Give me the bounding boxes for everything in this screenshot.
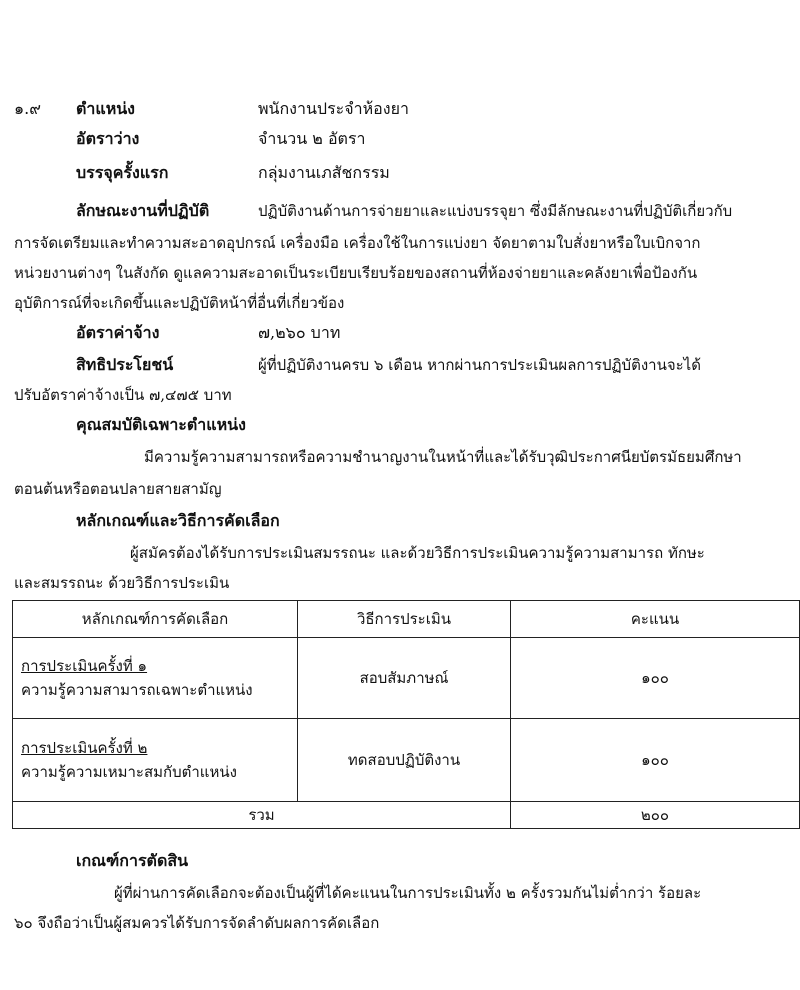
job-nature-line-4: อุบัติการณ์ที่จะเกิดขึ้นและปฏิบัติหน้าที่อื่นที่เกี่ยวข้อง [14, 294, 345, 312]
table-row [13, 638, 800, 719]
table-total-score: ๒๐๐ [511, 802, 800, 829]
position-label: ตำแหน่ง [76, 99, 135, 118]
qualifications-line-1: มีความรู้ความสามารถหรือความชำนาญงานในหน้าที่และได้รับวุฒิประกาศนียบัตรมัธยมศึกษา [144, 448, 742, 466]
table-header-criterion: หลักเกณฑ์การคัดเลือก [13, 601, 298, 638]
table-cell-method: สอบสัมภาษณ์ [298, 638, 511, 719]
table-cell-criterion [13, 638, 298, 719]
decision-heading: เกณฑ์การตัดสิน [76, 851, 189, 870]
first-posting-label: บรรจุครั้งแรก [76, 163, 169, 182]
qualifications-line-2: ตอนต้นหรือตอนปลายสายสามัญ [14, 480, 222, 498]
job-nature-label: ลักษณะงานที่ปฏิบัติ [76, 201, 210, 220]
table-header-score: คะแนน [511, 601, 800, 638]
selection-criteria-table [12, 600, 800, 829]
round-label: การประเมินครั้งที่ ๒ [21, 739, 148, 757]
decision-line-1: ผู้ที่ผ่านการคัดเลือกจะต้องเป็นผู้ที่ได้คะแนนในการประเมินทั้ง ๒ ครั้งรวมกันไม่ต่ำกว่า ร้อยละ [114, 884, 702, 902]
benefits-line-1: ผู้ที่ปฏิบัติงานครบ ๖ เดือน หากผ่านการประเมินผลการปฏิบัติงานจะได้ [258, 356, 701, 374]
table-total-label: รวม [13, 802, 511, 829]
job-nature-line-1: ปฏิบัติงานด้านการจ่ายยาและแบ่งบรรจุยา ซึ่งมีลักษณะงานที่ปฏิบัติเกี่ยวกับ [258, 202, 733, 220]
vacancy-label: อัตราว่าง [76, 129, 140, 148]
qualifications-heading: คุณสมบัติเฉพาะตำแหน่ง [76, 415, 246, 434]
selection-heading: หลักเกณฑ์และวิธีการคัดเลือก [76, 511, 280, 530]
job-nature-line-3: หน่วยงานต่างๆ ในสังกัด ดูแลความสะอาดเป็นระเบียบเรียบร้อยของสถานที่ห้องจ่ายยาและคลังยาเพื่อป้องกัน [14, 264, 698, 282]
position-value: พนักงานประจำห้องยา [258, 99, 409, 118]
decision-line-2: ๖๐ จึงถือว่าเป็นผู้สมควรได้รับการจัดลำดับผลการคัดเลือก [14, 914, 380, 932]
wage-label: อัตราค่าจ้าง [76, 323, 160, 342]
first-posting-value: กลุ่มงานเภสัชกรรม [258, 163, 390, 182]
table-cell-score: ๑๐๐ [511, 638, 800, 719]
job-nature-line-2: การจัดเตรียมและทำความสะอาดอุปกรณ์ เครื่องมือ เครื่องใช้ในการแบ่งยา จัดยาตามใบสั่งยาหรือใบเบิกจาก [14, 234, 701, 252]
wage-value: ๗,๒๖๐ บาท [258, 323, 341, 342]
table-cell-method: ทดสอบปฏิบัติงาน [298, 719, 511, 802]
criterion-text: ความรู้ความสามารถเฉพาะตำแหน่ง [21, 681, 253, 699]
selection-line-2: และสมรรถนะ ด้วยวิธีการประเมิน [14, 574, 230, 592]
item-number: ๑.๙ [14, 99, 41, 118]
table-total-row [13, 802, 800, 829]
round-label: การประเมินครั้งที่ ๑ [21, 657, 148, 675]
benefits-line-2: ปรับอัตราค่าจ้างเป็น ๗,๔๗๕ บาท [14, 386, 232, 404]
table-row [13, 719, 800, 802]
benefits-label: สิทธิประโยชน์ [76, 355, 174, 374]
table-header-row [13, 601, 800, 638]
table-cell-criterion [13, 719, 298, 802]
table-header-method: วิธีการประเมิน [298, 601, 511, 638]
criterion-text: ความรู้ความเหมาะสมกับตำแหน่ง [21, 763, 237, 781]
vacancy-value: จำนวน ๒ อัตรา [258, 129, 366, 148]
table-cell-score: ๑๐๐ [511, 719, 800, 802]
selection-line-1: ผู้สมัครต้องได้รับการประเมินสมรรถนะ และด้วยวิธีการประเมินความรู้ความสามารถ ทักษะ [130, 544, 705, 562]
